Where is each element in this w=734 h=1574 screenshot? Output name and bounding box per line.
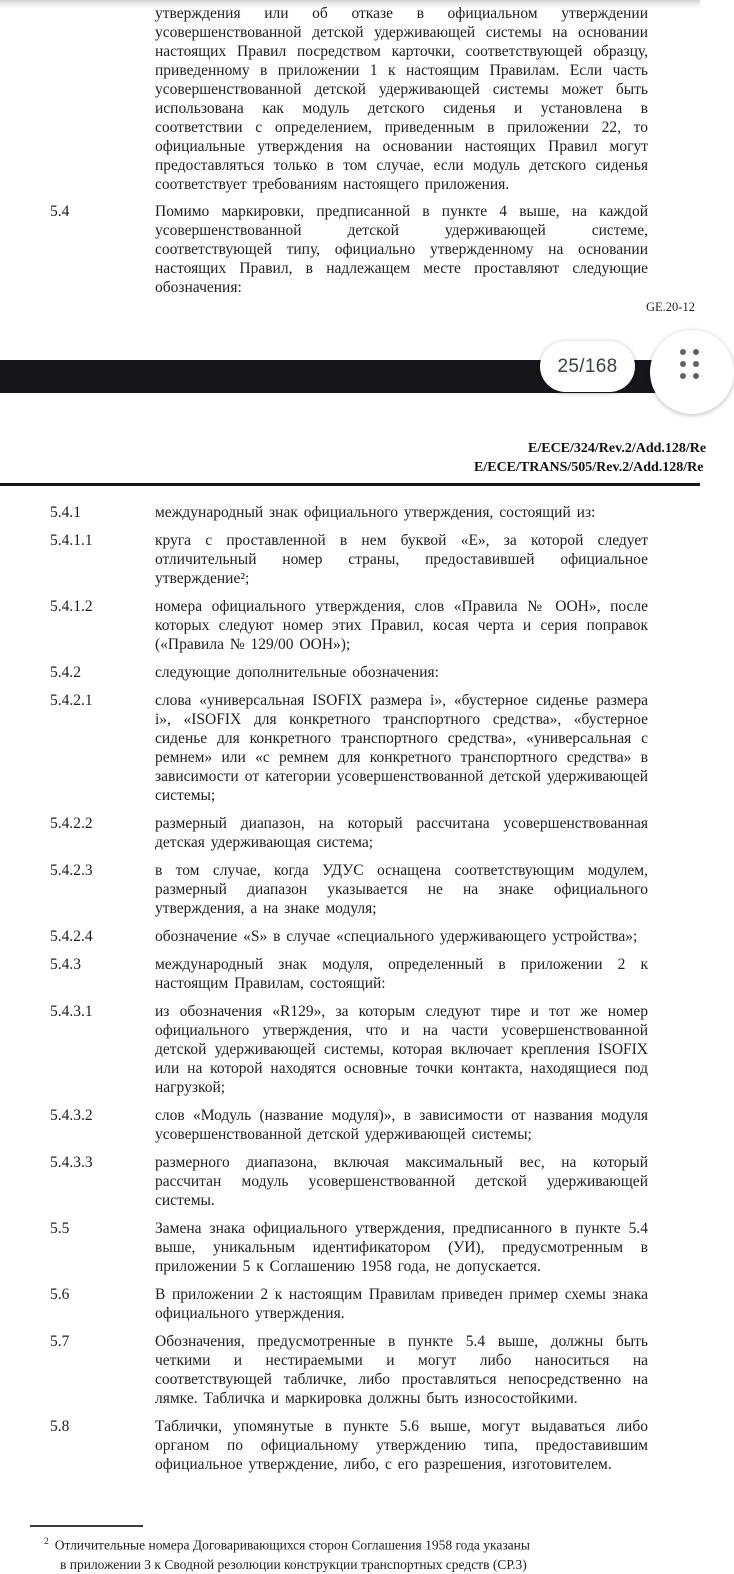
section-text: размерного диапазона, включая максимальный вес, на который рассчитан модуль усовершенствованной детской удерживающей системы. [155, 1154, 648, 1209]
section-number: 5.4.1.1 [50, 532, 93, 549]
section-number: 5.7 [50, 1333, 70, 1350]
section-number: 5.4.3 [50, 956, 81, 973]
section-text: номера официального утверждения, слов «Правила № ООН», после которых следуют номер этих Правил, косая черта и серия поправок («Правила № 129/00 ООН»); [155, 598, 648, 653]
section-number: 5.6 [50, 1286, 70, 1303]
section-text: Обозначения, предусмотренные в пункте 5.4 выше, должны быть четкими и нестираемыми и могут либо наноситься на соответствующей табличке, либо проставляться непосредственно на лямке. Табличка и маркировка должны быть износостойкими. [155, 1333, 648, 1407]
section-text: следующие дополнительные обозначения: [155, 664, 439, 681]
document-symbol-line-1: E/ECE/324/Rev.2/Add.128/Re [528, 441, 707, 456]
section-text: из обозначения «R129», за которым следуют тире и тот же номер официального утверждения, что и на части усовершенствованной детской удерживающей системы, которая включает крепления ISOFIX или на которой находятся основные точки контакта, находящиеся под нагрузкой; [155, 1003, 648, 1096]
section-row [50, 861, 648, 918]
section-row [50, 1332, 648, 1408]
section-number: 5.4.2.4 [50, 928, 93, 945]
section-number: 5.4.2.1 [50, 692, 93, 709]
footnote-rule [30, 1525, 143, 1527]
footnote [30, 1525, 670, 1574]
section-number: 5.4.2.2 [50, 815, 93, 832]
footnote-marker: 2 [44, 1537, 49, 1547]
section-number: 5.4.2 [50, 664, 81, 681]
section-row [50, 663, 648, 682]
section-row [50, 1417, 648, 1474]
section-text: Помимо маркировки, предписанной в пункте 4 выше, на каждой усовершенствованной детской удерживающей системе, соответствующей типу, официально утвержденному на основании настоящих Правил, в надлежащем месте проставляют следующие обозначения: [155, 203, 648, 296]
section-number: 5.4.3.2 [50, 1107, 93, 1124]
section-row [50, 597, 648, 654]
section-row [50, 1219, 648, 1276]
section-number: 5.5 [50, 1220, 70, 1237]
page-indicator-label: 25/168 [557, 355, 618, 377]
section-text: размерный диапазон, на который рассчитана усовершенствованная детская удерживающая система; [155, 815, 648, 851]
section-number: 5.4.1.2 [50, 598, 93, 615]
sections-list [0, 503, 700, 1474]
page-top-content [0, 4, 700, 297]
paragraph-continuation: утверждения или об отказе в официальном утверждении усовершенствованной детской удерживающей системы на основании настоящих Правил посредством карточки, соответствующей образцу, приведенному в приложении 1 к настоящим Правилам. Если часть усовершенствованной детской удерживающей системы может быть использована как модуль детского сиденья и установлена в соответствии с определением, приведенным в приложении 22, то официальные утверждения на основании настоящих Правил могут предоставляться только в том случае, если модуль детского сиденья соответствует требованиям настоящего приложения. [155, 5, 648, 193]
section-row [50, 814, 648, 852]
section-row [50, 531, 648, 588]
section-row [50, 955, 648, 993]
footnote-line-1: Отличительные номера Договаривающихся сторон Соглашения 1958 года указаны [54, 1537, 530, 1553]
section-row [50, 927, 648, 946]
section-row [50, 691, 648, 805]
section-row [50, 1106, 648, 1144]
footnote-line-2: в приложении 3 к Сводной резолюции конструкции транспортных средств (СР.3) [60, 1556, 527, 1572]
section-text: Замена знака официального утверждения, предписанного в пункте 5.4 выше, уникальным идентификатором (УИ), предусмотренным в приложении 5 к Соглашению 1958 года, не допускается. [155, 1220, 648, 1275]
ge-reference-code: GE.20-12 [646, 300, 695, 314]
section-number: 5.4 [50, 203, 70, 220]
document-symbol-line-2: E/ECE/TRANS/505/Rev.2/Add.128/Re [474, 460, 704, 475]
section-number: 5.4.1 [50, 504, 81, 521]
section-text: обозначение «S» в случае «специального удерживающего устройства»; [155, 928, 638, 945]
section-row [50, 1153, 648, 1210]
grid-dots-icon [680, 349, 699, 379]
section-row [50, 503, 648, 522]
section-text: В приложении 2 к настоящим Правилам приведен пример схемы знака официального утверждения. [155, 1286, 648, 1322]
section-number: 5.8 [50, 1418, 70, 1435]
section-text: слова «универсальная ISOFIX размера i», «бустерное сиденье размера i», «ISOFIX для конкретного транспортного средства», «бустерное сиденье для конкретного транспортного средства», «универсальная с ремнем» или «с ремнем для конкретного транспортного средства» в зависимости от категории усовершенствованной детской удерживающей системы; [155, 692, 648, 804]
section-number: 5.4.3.3 [50, 1154, 93, 1171]
section-text: круга с проставленной в нем буквой «E», за которой следует отличительный номер страны, предоставившей официальное утверждение²; [155, 532, 648, 587]
footnote-text [44, 1533, 670, 1574]
section-text: Таблички, упомянутые в пункте 5.6 выше, могут выдаваться либо органом по официальному утверждению типа, предоставившим официальное утверждение, либо, с его разрешения, изготовителем. [155, 1418, 648, 1473]
section-text: международный знак модуля, определенный в приложении 2 к настоящим Правилам, состоящий: [155, 956, 648, 992]
header-rule [0, 483, 700, 486]
section-text: в том случае, когда УДУС оснащена соответствующим модулем, размерный диапазон указывается не на знаке официального утверждения, а на знаке модуля; [155, 862, 648, 917]
page-indicator-pill[interactable] [540, 341, 635, 392]
section-text: слов «Модуль (название модуля)», в зависимости от названия модуля усовершенствованной детской удерживающей системы; [155, 1107, 648, 1143]
section-number: 5.4.3.1 [50, 1003, 93, 1020]
section-number: 5.4.2.3 [50, 862, 93, 879]
section-row [50, 1002, 648, 1097]
section-text: международный знак официального утверждения, состоящий из: [155, 504, 596, 521]
section-row [50, 1285, 648, 1323]
grid-menu-button[interactable] [650, 330, 734, 414]
section-row-5-4 [50, 202, 648, 297]
